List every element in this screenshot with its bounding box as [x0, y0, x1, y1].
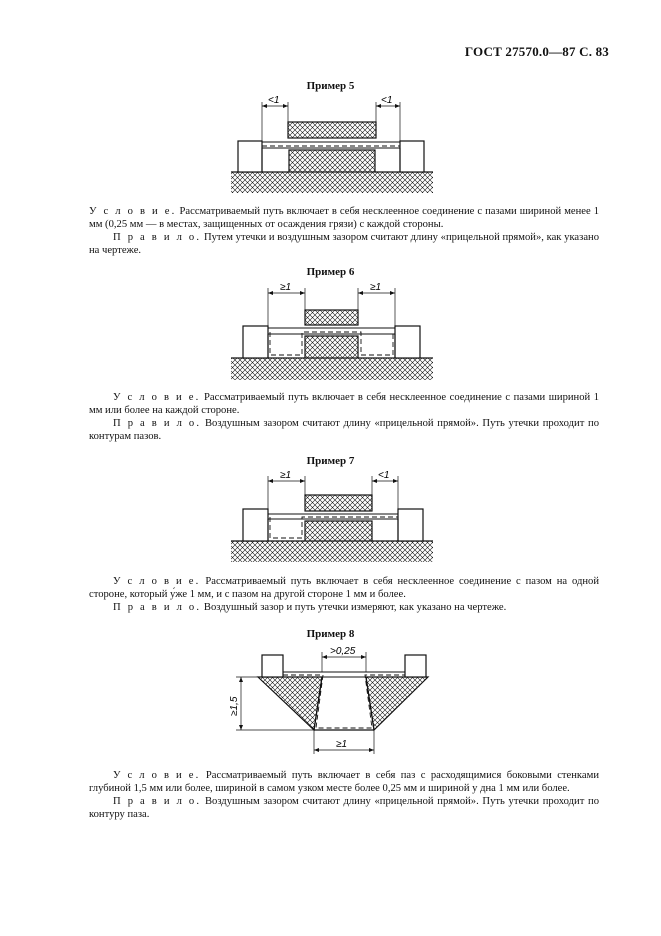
ex7-condition-label: У с л о в и е.: [113, 576, 201, 587]
ex6-dim-right: ≥1: [370, 282, 382, 293]
example-6-title: Пример 6: [306, 266, 355, 278]
example-8-title: Пример 8: [306, 628, 355, 640]
example-7-title: Пример 7: [306, 455, 355, 467]
ex6-rule-text: Воздушным зазором считают длину «прицельной прямой». Путь утечки проходит по контурам пазов.: [89, 418, 599, 442]
ex5-rule-label: П р а в и л о.: [113, 232, 202, 243]
ex8-dim-depth: ≥1,5: [229, 696, 240, 716]
ex8-rule-text: Воздушным зазором считают длину «прицельной прямой». Путь утечки проходит по контуру паза.: [89, 796, 599, 820]
ex5-condition-label: У с л о в и е.: [89, 206, 177, 217]
ex5-dim-left: <1: [268, 95, 280, 106]
example-8-text: [89, 769, 599, 821]
ex5-dim-right: <1: [381, 95, 393, 106]
ex8-condition-label: У с л о в и е.: [113, 770, 201, 781]
ex5-condition-text: Рассматриваемый путь включает в себя несклеенное соединение с пазами шириной менее 1 мм (0,25 мм — в местах, защищенных от осаждения грязи) с каждой стороны.: [89, 206, 599, 230]
ex7-dim-right: <1: [378, 470, 390, 481]
ex8-rule-label: П р а в и л о.: [113, 796, 202, 807]
ex7-rule-label: П р а в и л о.: [113, 602, 202, 613]
ex8-dim-top: >0,25: [330, 646, 356, 657]
ex5-rule-text: Путем утечки и воздушным зазором считают длину «прицельной прямой», как указано на чертеже.: [89, 232, 599, 256]
ex6-condition-label: У с л о в и е.: [113, 392, 201, 403]
example-5-title: Пример 5: [306, 80, 355, 92]
page-header: ГОСТ 27570.0—87 С. 83: [464, 44, 609, 59]
ex6-rule-label: П р а в и л о.: [113, 418, 202, 429]
ex6-dim-left: ≥1: [280, 282, 292, 293]
ex6-condition-text: Рассматриваемый путь включает в себя несклеенное соединение с пазами шириной 1 мм или более на каждой стороне.: [89, 392, 599, 416]
ex8-condition-text: Рассматриваемый путь включает в себя паз с расходящимися боковыми стенками глубиной 1,5 мм или более, шириной в самом узком месте более 0,25 мм и шириной у дна 1 мм или более.: [89, 770, 599, 794]
ex7-dim-left: ≥1: [280, 470, 292, 481]
ex7-rule-text: Воздушный зазор и путь утечки измеряют, как указано на чертеже.: [201, 602, 507, 613]
ex7-condition-text: Рассматриваемый путь включает в себя несклеенное соединение с пазом на одной стороне, который у́же 1 мм, и с пазом на другой стороне 1 мм и более.: [89, 576, 599, 600]
ex8-dim-bottom: ≥1: [336, 739, 348, 750]
